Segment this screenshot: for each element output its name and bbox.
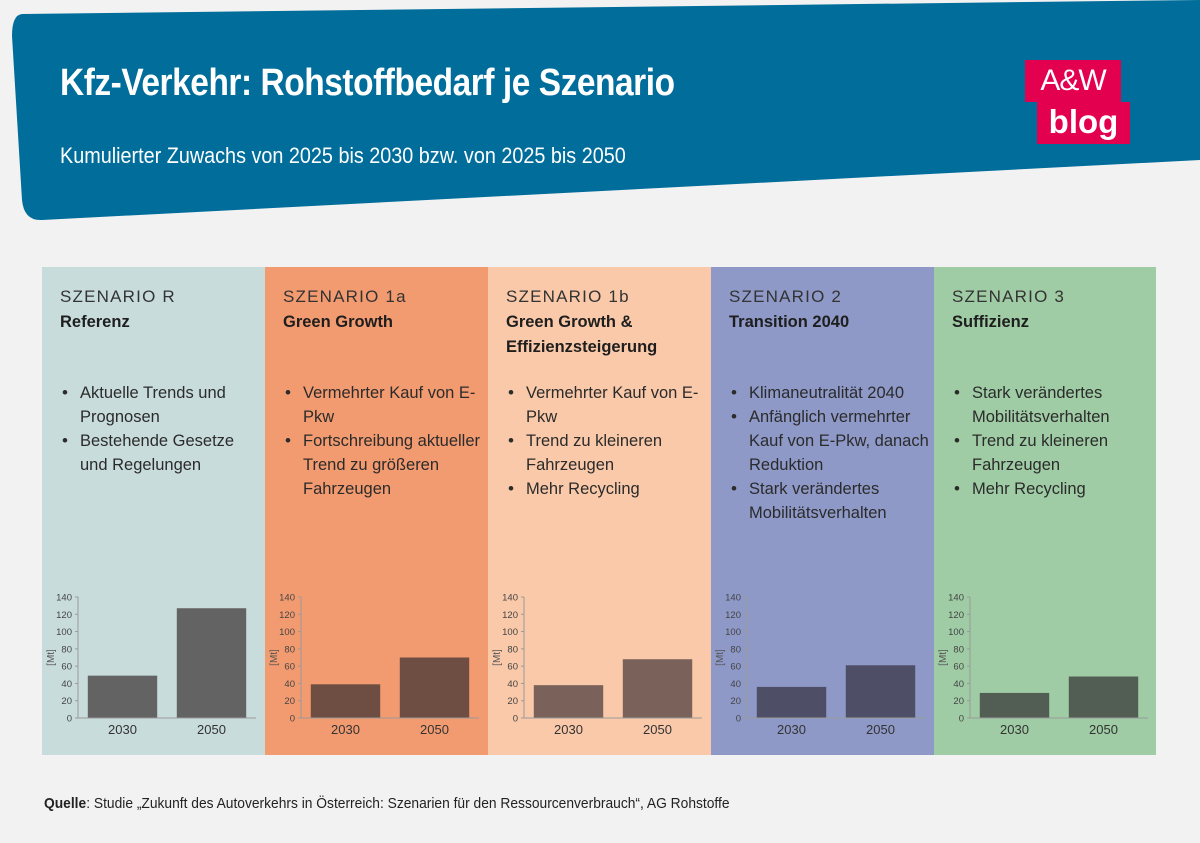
x-tick-label: 2050 <box>420 722 449 737</box>
y-tick-label: 80 <box>284 644 295 656</box>
y-tick-label: 0 <box>512 713 518 725</box>
y-axis-label: [Mt] <box>715 649 726 666</box>
scenario-panel-1a <box>265 267 488 755</box>
x-tick-label: 2050 <box>866 722 895 737</box>
scenario-name: Green Growth & Effizienzsteigerung <box>506 313 658 356</box>
source-text: : Studie „Zukunft des Autoverkehrs in Österreich: Szenarien für den Ressourcenverbrauch“, AG Rohstoffe <box>86 795 730 812</box>
bullet-item: • Trend zu kleineren Fahrzeugen <box>506 429 706 477</box>
bullet-item: • Anfänglich vermehrter Kauf von E-Pkw, danach Reduktion <box>729 405 929 477</box>
scenario-name: Transition 2040 <box>729 313 850 331</box>
y-tick-label: 120 <box>502 609 518 621</box>
bullet-item: • Vermehrter Kauf von E-Pkw <box>283 381 483 429</box>
bullet-item: • Klimaneutralität 2040 <box>729 381 929 405</box>
x-tick-label: 2030 <box>331 722 360 737</box>
y-tick-label: 60 <box>730 661 741 673</box>
scenario-panel-2 <box>711 267 934 755</box>
y-tick-label: 40 <box>61 678 72 690</box>
y-tick-label: 20 <box>61 696 72 708</box>
scenario-label: SZENARIO 1a <box>283 287 407 306</box>
x-tick-label: 2050 <box>197 722 226 737</box>
bar-2030 <box>534 685 603 718</box>
bar-2050 <box>177 608 246 718</box>
source-note <box>44 795 730 812</box>
banner-shape <box>0 0 1200 230</box>
bar-chart-r <box>42 587 265 755</box>
y-axis-label: [Mt] <box>492 649 503 666</box>
x-tick-label: 2030 <box>554 722 583 737</box>
bar-2030 <box>88 676 157 718</box>
bar-chart-1a <box>265 587 488 755</box>
y-tick-label: 20 <box>507 696 518 708</box>
y-tick-label: 20 <box>284 696 295 708</box>
y-tick-label: 120 <box>56 609 72 621</box>
y-tick-label: 20 <box>953 696 964 708</box>
x-tick-label: 2050 <box>643 722 672 737</box>
bar-2030 <box>311 684 380 718</box>
bar-2050 <box>400 658 469 719</box>
y-tick-label: 100 <box>725 627 741 639</box>
bullet-item: • Vermehrter Kauf von E-Pkw <box>506 381 706 429</box>
scenario-bullets <box>506 381 706 501</box>
y-tick-label: 140 <box>56 592 72 604</box>
y-tick-label: 100 <box>56 627 72 639</box>
y-tick-label: 140 <box>948 592 964 604</box>
y-tick-label: 140 <box>725 592 741 604</box>
y-tick-label: 100 <box>502 627 518 639</box>
y-tick-label: 80 <box>730 644 741 656</box>
y-tick-label: 60 <box>507 661 518 673</box>
x-tick-label: 2030 <box>1000 722 1029 737</box>
bar-2030 <box>980 693 1049 718</box>
y-tick-label: 140 <box>502 592 518 604</box>
logo-blog: blog <box>1037 102 1130 144</box>
bar-chart-3 <box>934 587 1157 755</box>
bullet-item: • Trend zu kleineren Fahrzeugen <box>952 429 1152 477</box>
bar-2050 <box>846 665 915 718</box>
y-tick-label: 40 <box>507 678 518 690</box>
y-tick-label: 60 <box>953 661 964 673</box>
scenario-bullets <box>729 381 929 525</box>
y-tick-label: 120 <box>948 609 964 621</box>
bullet-item: • Fortschreibung aktueller Trend zu größeren Fahrzeugen <box>283 429 483 501</box>
y-tick-label: 40 <box>284 678 295 690</box>
y-tick-label: 20 <box>730 696 741 708</box>
y-tick-label: 120 <box>725 609 741 621</box>
bullet-item: • Mehr Recycling <box>506 477 706 501</box>
y-axis-label: [Mt] <box>269 649 280 666</box>
logo-aw: A&W <box>1025 60 1121 102</box>
page-subtitle: Kumulierter Zuwachs von 2025 bis 2030 bzw. von 2025 bis 2050 <box>60 143 626 168</box>
scenario-label: SZENARIO 3 <box>952 287 1066 306</box>
bullet-item: • Stark verändertes Mobilitätsverhalten <box>729 477 929 525</box>
scenario-name: Suffizienz <box>952 313 1029 331</box>
header-banner <box>0 0 1200 230</box>
bullet-item: • Aktuelle Trends und Prognosen <box>60 381 260 429</box>
y-axis-label: [Mt] <box>938 649 949 666</box>
scenario-bullets <box>952 381 1152 501</box>
scenario-name: Green Growth <box>283 313 394 331</box>
scenario-panel-r <box>42 267 265 755</box>
y-tick-label: 0 <box>66 713 72 725</box>
scenario-label: SZENARIO 2 <box>729 287 843 306</box>
y-tick-label: 80 <box>507 644 518 656</box>
scenario-bullets <box>283 381 483 501</box>
y-tick-label: 40 <box>730 678 741 690</box>
bar-chart-2 <box>711 587 934 755</box>
y-tick-label: 80 <box>61 644 72 656</box>
y-tick-label: 0 <box>289 713 295 725</box>
scenario-name: Referenz <box>60 313 130 331</box>
scenario-label: SZENARIO 1b <box>506 287 630 306</box>
x-tick-label: 2050 <box>1089 722 1118 737</box>
scenario-panel-1b <box>488 267 711 755</box>
bullet-item: • Stark verändertes Mobilitätsverhalten <box>952 381 1152 429</box>
bullet-item: • Mehr Recycling <box>952 477 1152 501</box>
y-tick-label: 60 <box>284 661 295 673</box>
bar-chart-1b <box>488 587 711 755</box>
y-tick-label: 100 <box>279 627 295 639</box>
y-tick-label: 100 <box>948 627 964 639</box>
bar-2030 <box>757 687 826 718</box>
y-axis-label: [Mt] <box>46 649 57 666</box>
bullet-item: • Bestehende Gesetze und Regelungen <box>60 429 260 477</box>
x-tick-label: 2030 <box>777 722 806 737</box>
y-tick-label: 40 <box>953 678 964 690</box>
y-tick-label: 0 <box>735 713 741 725</box>
bar-2050 <box>1069 677 1138 718</box>
y-tick-label: 0 <box>958 713 964 725</box>
x-tick-label: 2030 <box>108 722 137 737</box>
y-tick-label: 120 <box>279 609 295 621</box>
scenario-panel-3 <box>934 267 1156 755</box>
page-title: Kfz-Verkehr: Rohstoffbedarf je Szenario <box>60 62 675 104</box>
scenario-label: SZENARIO R <box>60 287 176 306</box>
y-tick-label: 80 <box>953 644 964 656</box>
y-tick-label: 140 <box>279 592 295 604</box>
source-label: Quelle <box>44 795 87 812</box>
scenario-bullets <box>60 381 260 477</box>
scenario-panels <box>42 267 1156 755</box>
y-tick-label: 60 <box>61 661 72 673</box>
bar-2050 <box>623 659 692 718</box>
